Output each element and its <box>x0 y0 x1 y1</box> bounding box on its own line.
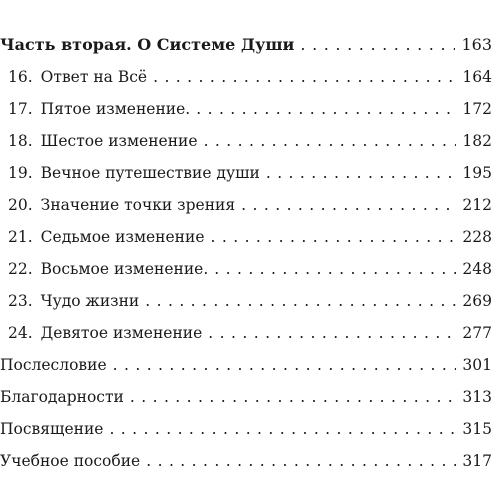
chapter-number: 18. <box>8 132 33 150</box>
dot-leader <box>241 192 456 218</box>
chapter-page-number: 228 <box>462 228 492 246</box>
dot-leader <box>214 256 456 282</box>
back-matter-page-number: 315 <box>462 420 492 438</box>
chapter-title: Восьмое изменение. <box>40 260 209 278</box>
chapter-page-number: 164 <box>462 68 492 86</box>
chapter-page-number: 172 <box>462 100 492 118</box>
chapter-number: 23. <box>8 292 33 310</box>
chapter-title: Седьмое изменение <box>40 228 205 246</box>
back-matter-title: Благодарности <box>0 388 124 406</box>
chapter-title: Чудо жизни <box>40 292 140 310</box>
chapter-page-number: 212 <box>462 196 492 214</box>
back-matter-title: Послесловие <box>0 356 107 374</box>
chapter-number: 22. <box>8 260 33 278</box>
chapter-page-number: 182 <box>462 132 492 150</box>
chapter-number: 17. <box>8 100 33 118</box>
dot-leader <box>113 352 457 378</box>
back-matter-page-number: 313 <box>462 388 492 406</box>
chapter-page-number: 277 <box>462 324 492 342</box>
chapter-page-number: 248 <box>462 260 492 278</box>
dot-leader <box>266 160 457 186</box>
back-matter-page-number: 301 <box>462 356 492 374</box>
part-title: Часть вторая. О Системе Души <box>0 35 295 54</box>
part-page-number: 163 <box>461 35 492 54</box>
back-matter-page-number: 317 <box>462 452 492 470</box>
chapter-page-number: 195 <box>462 164 492 182</box>
chapter-title: Значение точки зрения <box>40 196 236 214</box>
chapter-title: Вечное путешествие души <box>40 164 260 182</box>
chapter-title: Девятое изменение <box>40 324 203 342</box>
toc-back-matter-entry <box>0 416 492 442</box>
toc-back-matter-entry <box>0 448 492 474</box>
toc-chapter-entry <box>0 192 492 218</box>
toc-part-entry <box>0 32 492 58</box>
toc-chapter-entry <box>0 224 492 250</box>
chapter-page-number: 269 <box>462 292 492 310</box>
dot-leader <box>153 64 456 90</box>
dot-leader <box>146 448 456 474</box>
dot-leader <box>300 32 455 58</box>
back-matter-title: Учебное пособие <box>0 452 141 470</box>
toc-chapter-entry <box>0 160 492 186</box>
dot-leader <box>130 384 457 410</box>
dot-leader <box>145 288 456 314</box>
dot-leader <box>211 224 457 250</box>
toc-chapter-entry <box>0 256 492 282</box>
toc-chapter-entry <box>0 128 492 154</box>
chapter-title: Ответ на Всё <box>40 68 148 86</box>
chapter-title: Шестое изменение <box>40 132 198 150</box>
toc-chapter-entry <box>0 64 492 90</box>
dot-leader <box>109 416 456 442</box>
dot-leader <box>208 320 456 346</box>
toc-chapter-entry <box>0 320 492 346</box>
dot-leader <box>204 128 457 154</box>
chapter-number: 20. <box>8 196 33 214</box>
back-matter-title: Посвящение <box>0 420 104 438</box>
toc-chapter-entry <box>0 288 492 314</box>
chapter-number: 24. <box>8 324 33 342</box>
chapter-number: 16. <box>8 68 33 86</box>
toc-chapter-entry <box>0 96 492 122</box>
toc-back-matter-entry <box>0 384 492 410</box>
chapter-title: Пятое изменение. <box>40 100 191 118</box>
chapter-number: 21. <box>8 228 33 246</box>
dot-leader <box>196 96 456 122</box>
toc-back-matter-entry <box>0 352 492 378</box>
chapter-number: 19. <box>8 164 33 182</box>
